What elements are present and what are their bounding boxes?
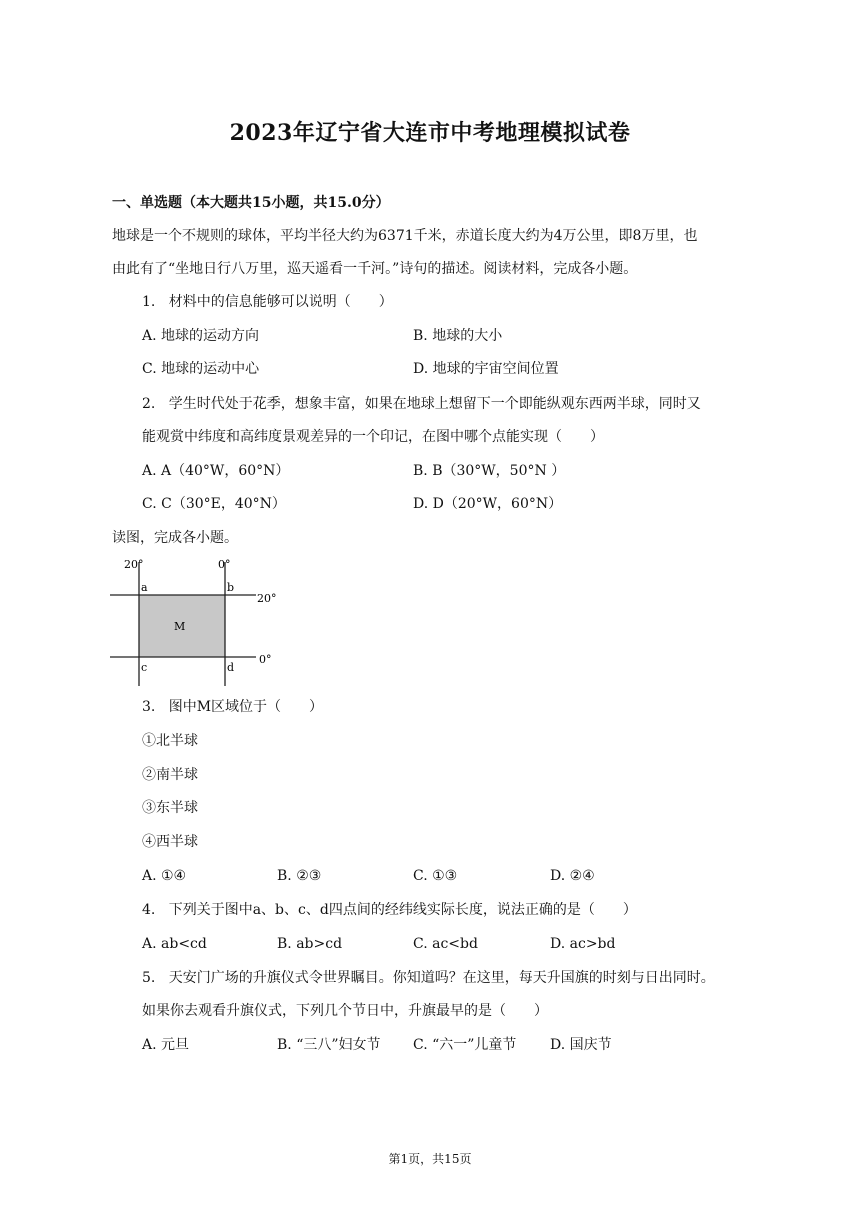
- q5-option-d: D. 国庆节: [550, 1037, 612, 1053]
- page-title: 2023年辽宁省大连市中考地理模拟试卷: [229, 120, 631, 146]
- q3-option-c: C. ①③: [413, 868, 458, 884]
- q2-stem-line-2: 能观赏中纬度和高纬度景观差异的一个印记，在图中哪个点能实现（ ）: [142, 429, 604, 445]
- point-d-label: d: [227, 661, 235, 674]
- q1-option-d: D. 地球的宇宙空间位置: [413, 361, 559, 377]
- q2-option-a: A. A（40°W，60°N）: [142, 463, 290, 479]
- q2-option-d: D. D（20°W，60°N）: [413, 496, 563, 512]
- q3-statement-4: ④西半球: [142, 834, 198, 850]
- q3-option-a: A. ①④: [142, 868, 187, 884]
- q2-option-c: C. C（30°E，40°N）: [142, 496, 286, 512]
- page-footer: 第1页，共15页: [388, 1152, 472, 1166]
- lat-long-grid-figure: [110, 556, 280, 688]
- q5-option-a: A. 元旦: [142, 1037, 190, 1053]
- q3-statement-1: ①北半球: [142, 733, 198, 749]
- q3-option-d: D. ②④: [550, 868, 595, 884]
- q2-stem-line-1: 2. 学生时代处于花季，想象丰富，如果在地球上想留下一个即能纵观东西两半球，同时又: [142, 396, 701, 412]
- q1-option-a: A. 地球的运动方向: [142, 328, 260, 344]
- q5-stem-line-2: 如果你去观看升旗仪式，下列几个节日中，升旗最早的是（ ）: [142, 1003, 548, 1019]
- q5-option-c: C. “六一”儿童节: [413, 1037, 517, 1053]
- lat-label-top: 20°: [257, 592, 277, 605]
- point-b-label: b: [227, 581, 235, 594]
- q4-stem: 4. 下列关于图中a、b、c、d四点间的经纬线实际长度，说法正确的是（ ）: [142, 902, 637, 918]
- q1-option-b: B. 地球的大小: [413, 328, 503, 344]
- section-heading: 一、单选题（本大题共15小题，共15.0分）: [112, 195, 390, 211]
- q4-option-a: A. ab<cd: [142, 936, 207, 952]
- q4-option-c: C. ac<bd: [413, 936, 478, 952]
- q3-statement-2: ②南半球: [142, 767, 198, 783]
- q4-option-d: D. ac>bd: [550, 936, 616, 952]
- q5-option-b: B. “三八”妇女节: [277, 1037, 381, 1053]
- q2-option-b: B. B（30°W，50°N ）: [413, 463, 566, 479]
- q5-stem-line-1: 5. 天安门广场的升旗仪式令世界瞩目。你知道吗？在这里，每天升国旗的时刻与日出同时。: [142, 970, 715, 986]
- read-figure-instruction: 读图，完成各小题。: [112, 530, 238, 546]
- q1-stem: 1. 材料中的信息能够可以说明（ ）: [142, 294, 393, 310]
- point-c-label: c: [141, 661, 148, 674]
- lat-label-bottom: 0°: [259, 653, 272, 666]
- region-m-label: M: [174, 620, 186, 633]
- intro-line-2: 由此有了“坐地日行八万里，巡天遥看一千河。”诗句的描述。阅读材料，完成各小题。: [112, 261, 638, 277]
- lon-label-left: 20°: [124, 558, 144, 571]
- intro-line-1: 地球是一个不规则的球体，平均半径大约为6371千米，赤道长度大约为4万公里，即8万里，也: [112, 228, 698, 244]
- q3-statement-3: ③东半球: [142, 800, 198, 816]
- q1-option-c: C. 地球的运动中心: [142, 361, 260, 377]
- lon-label-right: 0°: [218, 558, 231, 571]
- q4-option-b: B. ab>cd: [277, 936, 343, 952]
- q3-stem: 3. 图中M区域位于（ ）: [142, 699, 324, 715]
- point-a-label: a: [141, 581, 148, 594]
- q3-option-b: B. ②③: [277, 868, 322, 884]
